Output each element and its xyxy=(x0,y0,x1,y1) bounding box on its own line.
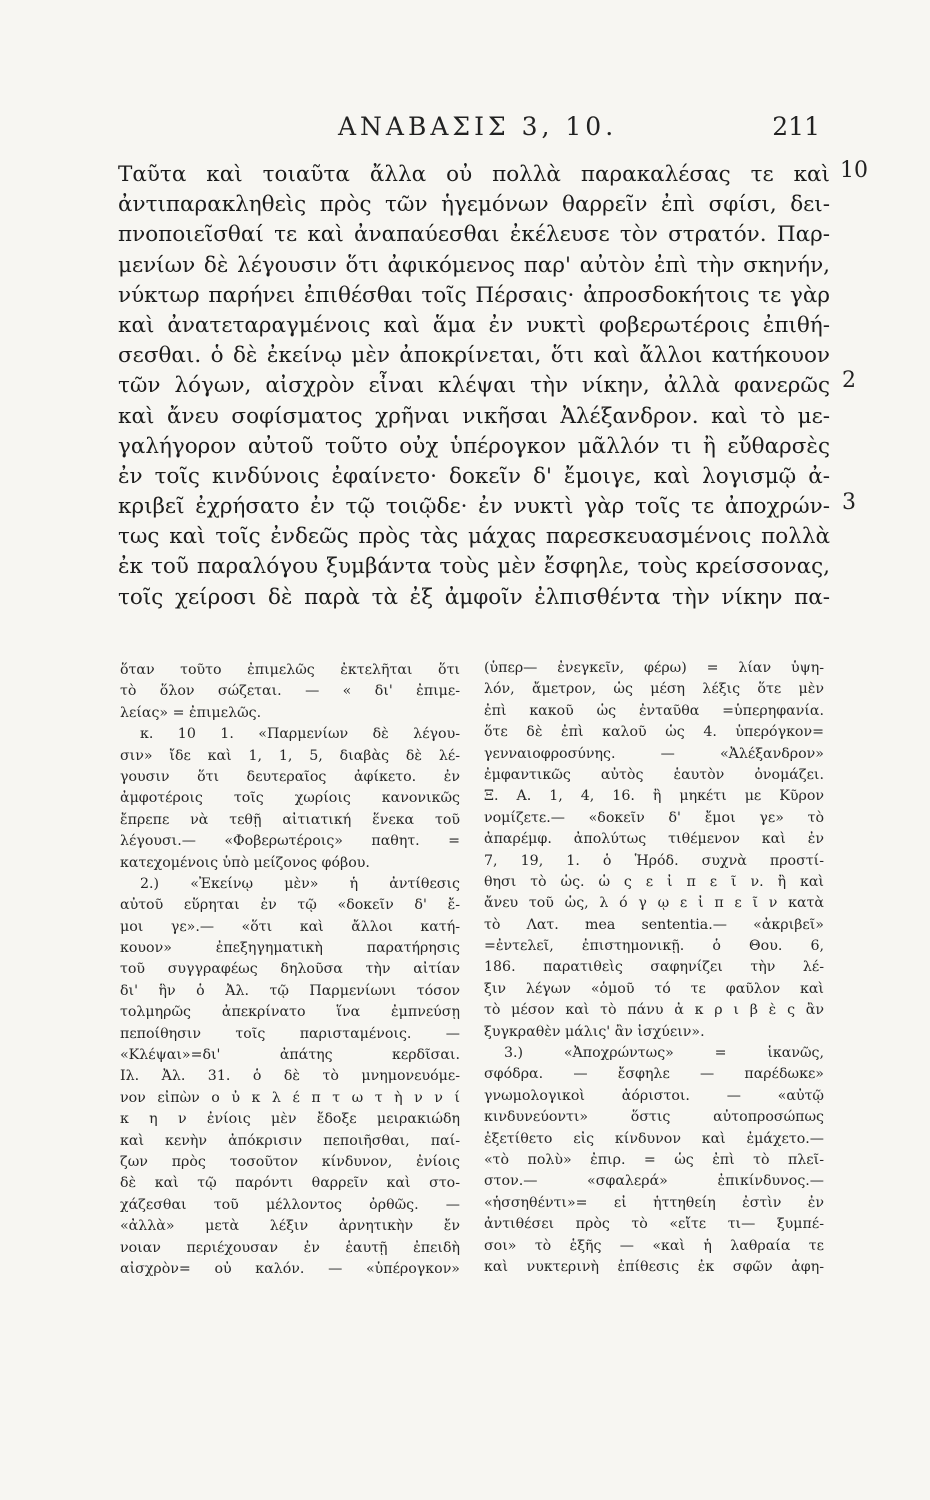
commentary-line: ἐμφαντικῶς αὐτὸς ἑαυτὸν ὀνομάζει. xyxy=(484,766,824,783)
running-title: ΑΝΑΒΑΣΙΣ 3, 10. xyxy=(338,112,618,141)
commentary-line: σοι» τὸ ἑξῆς — «καὶ ἡ λαθραία τε xyxy=(484,1237,824,1254)
commentary-line: ὅτε δὲ ἐπὶ καλοῦ ὡς 4. ὑπερόγκον= xyxy=(484,724,824,741)
commentary-line: ξιν λέγων «ὁμοῦ τό τε φαῦλον καὶ xyxy=(484,980,824,997)
commentary-line: τολμηρῶς ἀπεκρίνατο ἵνα ἐμπνεύσῃ xyxy=(120,1004,460,1021)
main-text-line: καὶ ἄνευ σοφίσματος χρῆναι νικῆσαι Ἀλέξανδρον. καὶ τὸ με- xyxy=(118,403,830,429)
commentary-line: τοῦ συγγραφέως δηλοῦσα τὴν αἰτίαν xyxy=(120,961,460,978)
section-number-2: 2 xyxy=(842,368,856,393)
commentary-line: αὐτοῦ εὕρηται ἐν τῷ «δοκεῖν δ' ἔ- xyxy=(120,897,460,914)
commentary-line: γενναιοφροσύνης. — «Ἀλέξανδρον» xyxy=(484,745,824,762)
commentary-line: νομίζετε.— «δοκεῖν δ' ἔμοι γε» τὸ xyxy=(484,809,824,826)
commentary-line: σφόδρα. — ἔσφηλε — παρέδωκε» xyxy=(484,1066,824,1083)
main-text-line: κριβεῖ ἐχρήσατο ἐν τῷ τοιῷδε· ἐν νυκτὶ γὰρ τοῖς τε ἀποχρών- xyxy=(118,494,830,520)
main-text-line: γαλήγορον αὐτοῦ τοῦτο οὐχ ὑπέρογκον μᾶλλόν τι ἢ εὔθαρσὲς xyxy=(118,433,830,459)
main-text-line: καὶ ἀνατεταραγμένοις καὶ ἅμα ἐν νυκτὶ φοβερωτέροις ἐπιθή- xyxy=(118,312,830,338)
main-text-line: Ταῦτα καὶ τοιαῦτα ἄλλα οὐ πολλὰ παρακαλέσας τε καὶ xyxy=(118,162,830,187)
commentary-line: κινδυνεύοντι» ὅστις αὐτοπροσώπως xyxy=(484,1109,824,1126)
commentary-line: ἐπὶ κακοῦ ὡς ἐνταῦθα =ὑπερηφανία. xyxy=(484,702,824,719)
commentary-line: «ἀλλὰ» μετὰ λέξιν ἀρνητικὴν ἔν xyxy=(120,1218,460,1235)
commentary-line: νον εἰπὼν ο ὐ κ λ έ π τ ω τ ὴ ν ν ί xyxy=(120,1089,460,1106)
main-text-line: ἐν τοῖς κινδύνοις ἐφαίνετο· δοκεῖν δ' ἔμοιγε, καὶ λογισμῷ ἀ- xyxy=(118,463,830,489)
main-text-line: τως καὶ τοῖς ἐνδεῶς πρὸς τὰς μάχας παρεσκευασμένοις πολλὰ xyxy=(118,524,830,550)
commentary-line: γουσιν ὅτι δευτεραῖος ἀφίκετο. ἐν xyxy=(120,768,460,785)
section-number-3: 3 xyxy=(842,490,856,515)
commentary-left-column xyxy=(120,660,460,1280)
commentary-line: αἰσχρὸν= οὐ καλόν. — «ὑπέρογκον» xyxy=(120,1260,460,1277)
commentary-line: χάζεσθαι τοῦ μέλλοντος ὀρθῶς. — xyxy=(120,1196,460,1213)
main-text-line: τῶν λόγων, αἰσχρὸν εἶναι κλέψαι τὴν νίκην, ἀλλὰ φανερῶς xyxy=(118,373,830,399)
commentary-line: κουον» ἐπεξηγηματικὴ παρατήρησις xyxy=(120,940,460,957)
commentary-line: κατεχομένοις ὑπὸ μείζονος φόβου. xyxy=(120,854,370,871)
section-number-10: 10 xyxy=(840,158,868,183)
commentary-line: ὅταν τοῦτο ἐπιμελῶς ἐκτελῆται ὅτι xyxy=(120,662,460,678)
commentary-right-column xyxy=(484,658,824,1278)
main-text-line: ἐκ τοῦ παραλόγου ξυμβάντα τοὺς μὲν ἔσφηλε, τοὺς κρείσσονας, xyxy=(118,554,830,580)
commentary-line: (ὑπερ— ἐνεγκεῖν, φέρω) = λίαν ὑψη- xyxy=(484,660,824,676)
commentary-line: 2.) «Ἐκείνῳ μὲν» ἡ ἀντίθεσις xyxy=(140,875,460,892)
commentary-line: ἐξετίθετο εἰς κίνδυνον καὶ ἐμάχετο.— xyxy=(484,1130,824,1147)
commentary-line: γνωμολογικοὶ ἀόριστοι. — «αὐτῷ xyxy=(484,1087,824,1104)
commentary-line: ζων πρὸς τοσοῦτον κίνδυνον, ἐνίοις xyxy=(120,1153,460,1170)
main-text-line: σεσθαι. ὁ δὲ ἐκείνῳ μὲν ἀποκρίνεται, ὅτι καὶ ἄλλοι κατήκουον xyxy=(118,343,830,369)
commentary-line: νοιαν περιέχουσαν ἐν ἑαυτῇ ἐπειδὴ xyxy=(120,1239,460,1256)
commentary-line: 3.) «Ἀποχρώντως» = ἱκανῶς, xyxy=(504,1045,824,1062)
commentary-line: ἄνευ τοῦ ὡς, λ ό γ ῳ ε ἰ π ε ῖ ν κατὰ xyxy=(484,895,824,912)
commentary-line: δὲ καὶ τῷ παρόντι θαρρεῖν καὶ στο- xyxy=(120,1175,460,1192)
commentary-line: τὸ Λατ. mea sententia.— «ἀκριβεῖ» xyxy=(484,916,824,933)
commentary-line: ἀντιθέσει πρὸς τὸ «εἴτε τι— ξυμπέ- xyxy=(484,1216,824,1233)
page-number: 211 xyxy=(772,112,820,141)
main-text-line: νύκτωρ παρήνει ἐπιθέσθαι τοῖς Πέρσαις· ἀπροσδοκήτοις τε γὰρ xyxy=(118,282,830,308)
commentary-line: τὸ ὅλον σώζεται. — « δι' ἐπιμε- xyxy=(120,683,460,700)
commentary-line: ἀμφοτέροις τοῖς χωρίοις κανονικῶς xyxy=(120,790,460,807)
commentary-line: 7, 19, 1. ὁ Ἡρόδ. συχνὰ προστί- xyxy=(484,852,824,869)
commentary-line: «Κλέψαι»=δι' ἀπάτης κερδῖσαι. xyxy=(120,1047,460,1064)
commentary-line: Ξ. Α. 1, 4, 16. ἢ μηκέτι με Κῦρον xyxy=(484,788,824,805)
commentary-line: καὶ κενὴν ἀπόκρισιν πεποιῆσθαι, παί- xyxy=(120,1132,460,1149)
running-head xyxy=(120,112,820,148)
commentary-line: λόν, ἄμετρον, ὡς μέση λέξις ὅτε μὲν xyxy=(484,681,824,698)
commentary-line: ἔπρεπε νὰ τεθῇ αἰτιατική ἕνεκα τοῦ xyxy=(120,811,460,828)
commentary-line: μοι γε».— «ὅτι καὶ ἄλλοι κατή- xyxy=(120,918,460,935)
main-text-line: ἀντιπαρακληθεὶς πρὸς τῶν ἡγεμόνων θαρρεῖν ἐπὶ σφίσι, δει- xyxy=(118,192,830,218)
main-text-line: τοῖς χείροσι δὲ παρὰ τὰ ἐξ ἀμφοῖν ἐλπισθέντα τὴν νίκην πα- xyxy=(118,584,830,610)
commentary-line: δι' ἣν ὁ Ἀλ. τῷ Παρμενίωνι τόσον xyxy=(120,982,460,999)
main-text-line: πνοποιεῖσθαί τε καὶ ἀναπαύεσθαι ἐκέλευσε τὸν στρατόν. Παρ- xyxy=(118,222,830,248)
main-text xyxy=(118,160,830,613)
commentary-line: 186. παρατιθεὶς σαφηνίζει τὴν λέ- xyxy=(484,959,824,976)
commentary-line: θησι τὸ ὡς. ὡ ς ε ἰ π ε ῖ ν. ἢ καὶ xyxy=(484,873,824,890)
commentary-line: Ιλ. Ἀλ. 31. ὁ δὲ τὸ μνημονευόμε- xyxy=(120,1068,460,1085)
commentary-line: σιν» ἴδε καὶ 1, 1, 5, διαβὰς δὲ λέ- xyxy=(120,747,460,764)
commentary-line: καὶ νυκτερινὴ ἐπίθεσις ἐκ σφῶν ἀφη- xyxy=(484,1258,824,1275)
commentary-line: λείας» = ἐπιμελῶς. xyxy=(120,704,262,721)
commentary-line: «τὸ πολὺ» ἐπιρ. = ὡς ἐπὶ τὸ πλεῖ- xyxy=(484,1151,824,1168)
commentary-line: τὸ μέσον καὶ τὸ πάνυ ἀ κ ρ ι β ὲ ς ἂν xyxy=(484,1002,824,1019)
commentary-line: κ. 10 1. «Παρμενίων δὲ λέγου- xyxy=(140,726,460,743)
commentary-line: πεποίθησιν τοῖς παρισταμένοις. — xyxy=(120,1025,460,1042)
commentary-line: =ἐντελεῖ, ἐπιστημονικῇ. ὁ Θου. 6, xyxy=(484,938,824,955)
commentary-line: «ἡσσηθέντι»= εἰ ἡττηθείη ἐστὶν ἐν xyxy=(484,1194,824,1211)
main-text-line: μενίων δὲ λέγουσιν ὅτι ἀφικόμενος παρ' αὐτὸν ἐπὶ τὴν σκηνήν, xyxy=(118,252,830,278)
commentary-line: ξυγκραθὲν μάλις' ἂν ἰσχύειν». xyxy=(484,1023,705,1040)
commentary-line: στον.— «σφαλερά» ἐπικίνδυνος.— xyxy=(484,1173,824,1190)
commentary-line: λέγουσι.— «Φοβερωτέροις» παθητ. = xyxy=(120,833,460,850)
commentary-line: κ η ν ἐνίοις μὲν ἔδοξε μειρακιώδη xyxy=(120,1111,460,1128)
commentary-line: ἀπαρέμφ. ἀπολύτως τιθέμενον καὶ ἐν xyxy=(484,831,824,848)
